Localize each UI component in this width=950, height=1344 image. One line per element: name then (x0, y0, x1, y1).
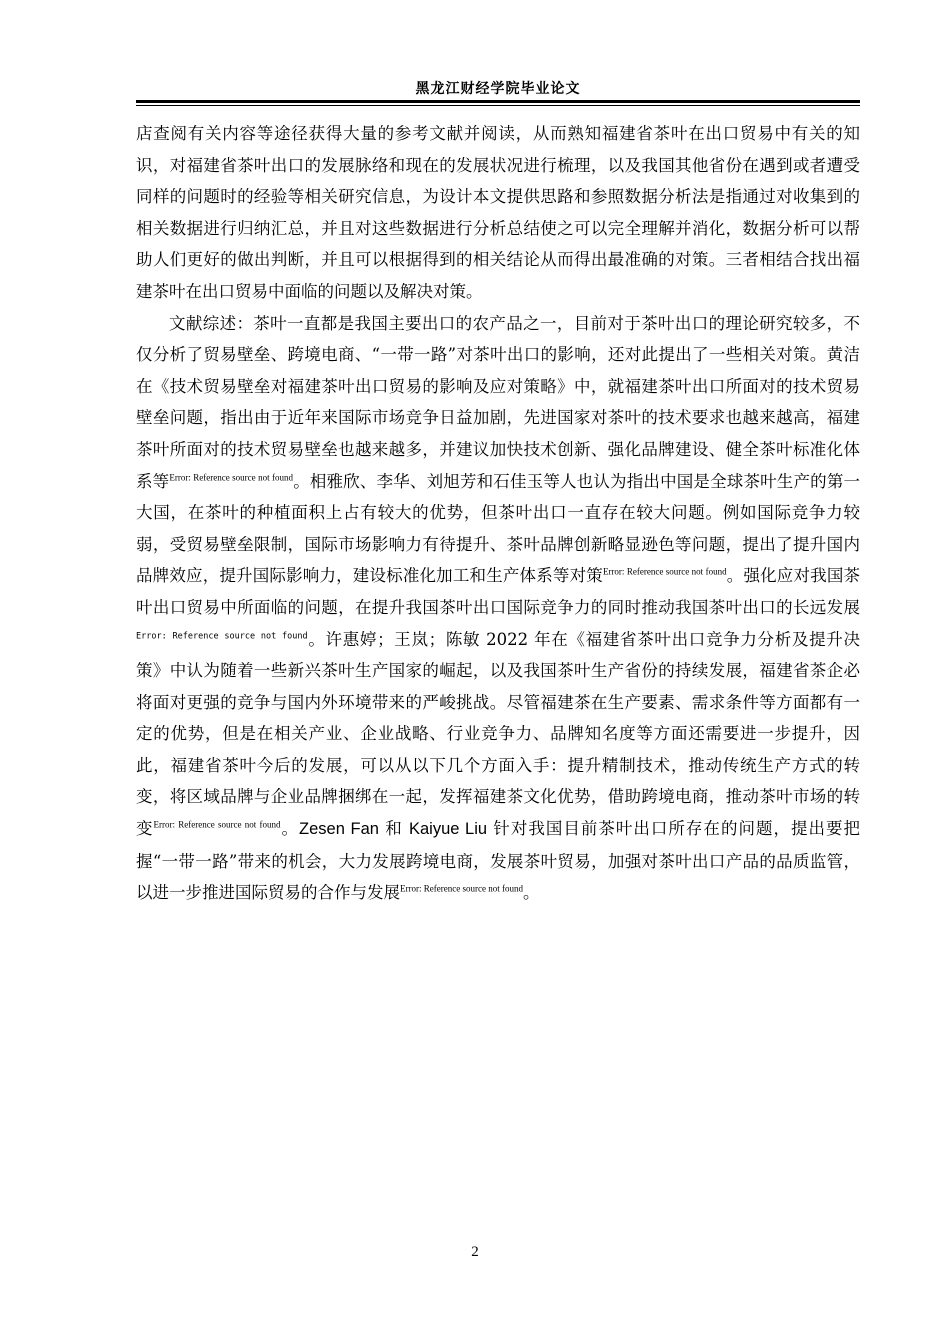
paragraph-methods-text: 店查阅有关内容等途径获得大量的参考文献并阅读，从而熟知福建省茶叶在出口贸易中有关的知识，对福建省茶叶出口的发展脉络和现在的发展状况进行梳理，以及我国其他省份在遇到或者遭受同样的问题时的经验等相关研究信息，为设计本文提供思路和参照数据分析法是指通过对收集到的相关数据进行归纳汇总，并且对这些数据进行分析总结使之可以完全理解并消化，数据分析可以帮助人们更好的做出判断，并且可以根据得到的相关结论从而得出最准确的对策。三者相结合找出福建茶叶在出口贸易中面临的问题以及解决对策。 (136, 124, 860, 301)
header-title: 黑龙江财经学院毕业论文 (415, 81, 581, 97)
review-segment-4: 。许惠婷；王岚；陈敏 2022 年在《福建省茶叶出口竞争力分析及提升决策》中认为随着一些新兴茶叶生产国家的崛起，以及我国茶叶生产省份的持续发展，福建省茶企必将面对更强的竞争与国内外环境带来的严峻挑战。尽管福建茶在生产要素、需求条件等方面都有一定的优势，但是在相关产业、企业战略、行业竞争力、品牌知名度等方面还需要进一步提升，因此，福建省茶叶今后的发展，可以从以下几个方面入手：提升精制技术，推动传统生产方式的转变，将区域品牌与企业品牌捆绑在一起，发挥福建茶文化优势，借助跨境电商，推动茶叶市场的转变 (136, 629, 860, 839)
author-kaiyue-liu: Kaiyue Liu (408, 820, 488, 839)
paragraph-literature-review (136, 308, 860, 909)
reference-error-1: Error: Reference source not found (169, 472, 294, 483)
reference-error-3: Error: Reference source not found (136, 631, 308, 641)
review-segment-5a: 。 (280, 819, 300, 839)
page-number: 2 (471, 1244, 479, 1260)
review-segment-6: 。 (522, 883, 540, 903)
reference-error-2: Error: Reference source not found (602, 566, 727, 577)
author-zesen-fan: Zesen Fan (299, 820, 379, 839)
review-segment-1: 文献综述：茶叶一直都是我国主要出口的农产品之一，目前对于茶叶出口的理论研究较多，不仅分析了贸易壁垒、跨境电商、“一带一路”对茶叶出口的影响，还对此提出了一些相关对策。黄洁在《技术贸易壁垒对福建茶叶出口贸易的影响及应对策略》中，就福建茶叶出口所面对的技术贸易壁垒问题，指出由于近年来国际市场竞争日益加剧，先进国家对茶叶的技术要求也越来越高，福建茶叶所面对的技术贸易壁垒也越来越多，并建议加快技术创新、强化品牌建设、健全茶叶标准化体系等 (136, 313, 860, 491)
page-header (136, 80, 860, 104)
review-segment-5c: 针对我国目前茶叶出口所存在的问题，提出要把握“一带一路”带来的机会，大力发展跨境电商，发展茶叶贸易，加强对茶叶出口产品的品质监管，以进一步推进国际贸易的合作与发展 (136, 819, 861, 903)
header-rule-thick (136, 100, 860, 103)
reference-error-4: Error: Reference source not found (153, 819, 281, 830)
body-text (136, 118, 860, 909)
review-segment-5b: 和 (378, 819, 409, 839)
paragraph-methods (136, 118, 860, 308)
review-segment-2: 。相雅欣、李华、刘旭芳和石佳玉等人也认为指出中国是全球茶叶生产的第一大国，在茶叶的种植面积上占有较大的优势，但茶叶出口一直存在较大问题。例如国际竞争力较弱，受贸易壁垒限制，国际市场影响力有待提升、茶叶品牌创新略显逊色等问题，提出了提升国内品牌效应，提升国际影响力，建设标准化加工和生产体系等对策 (136, 471, 861, 586)
reference-error-5: Error: Reference source not found (400, 883, 523, 894)
header-rule-thin (136, 105, 860, 106)
review-segment-3: 。强化应对我国茶叶出口贸易中所面临的问题，在提升我国茶叶出口国际竞争力的同时推动我国茶叶出口的长远发展 (136, 566, 861, 617)
